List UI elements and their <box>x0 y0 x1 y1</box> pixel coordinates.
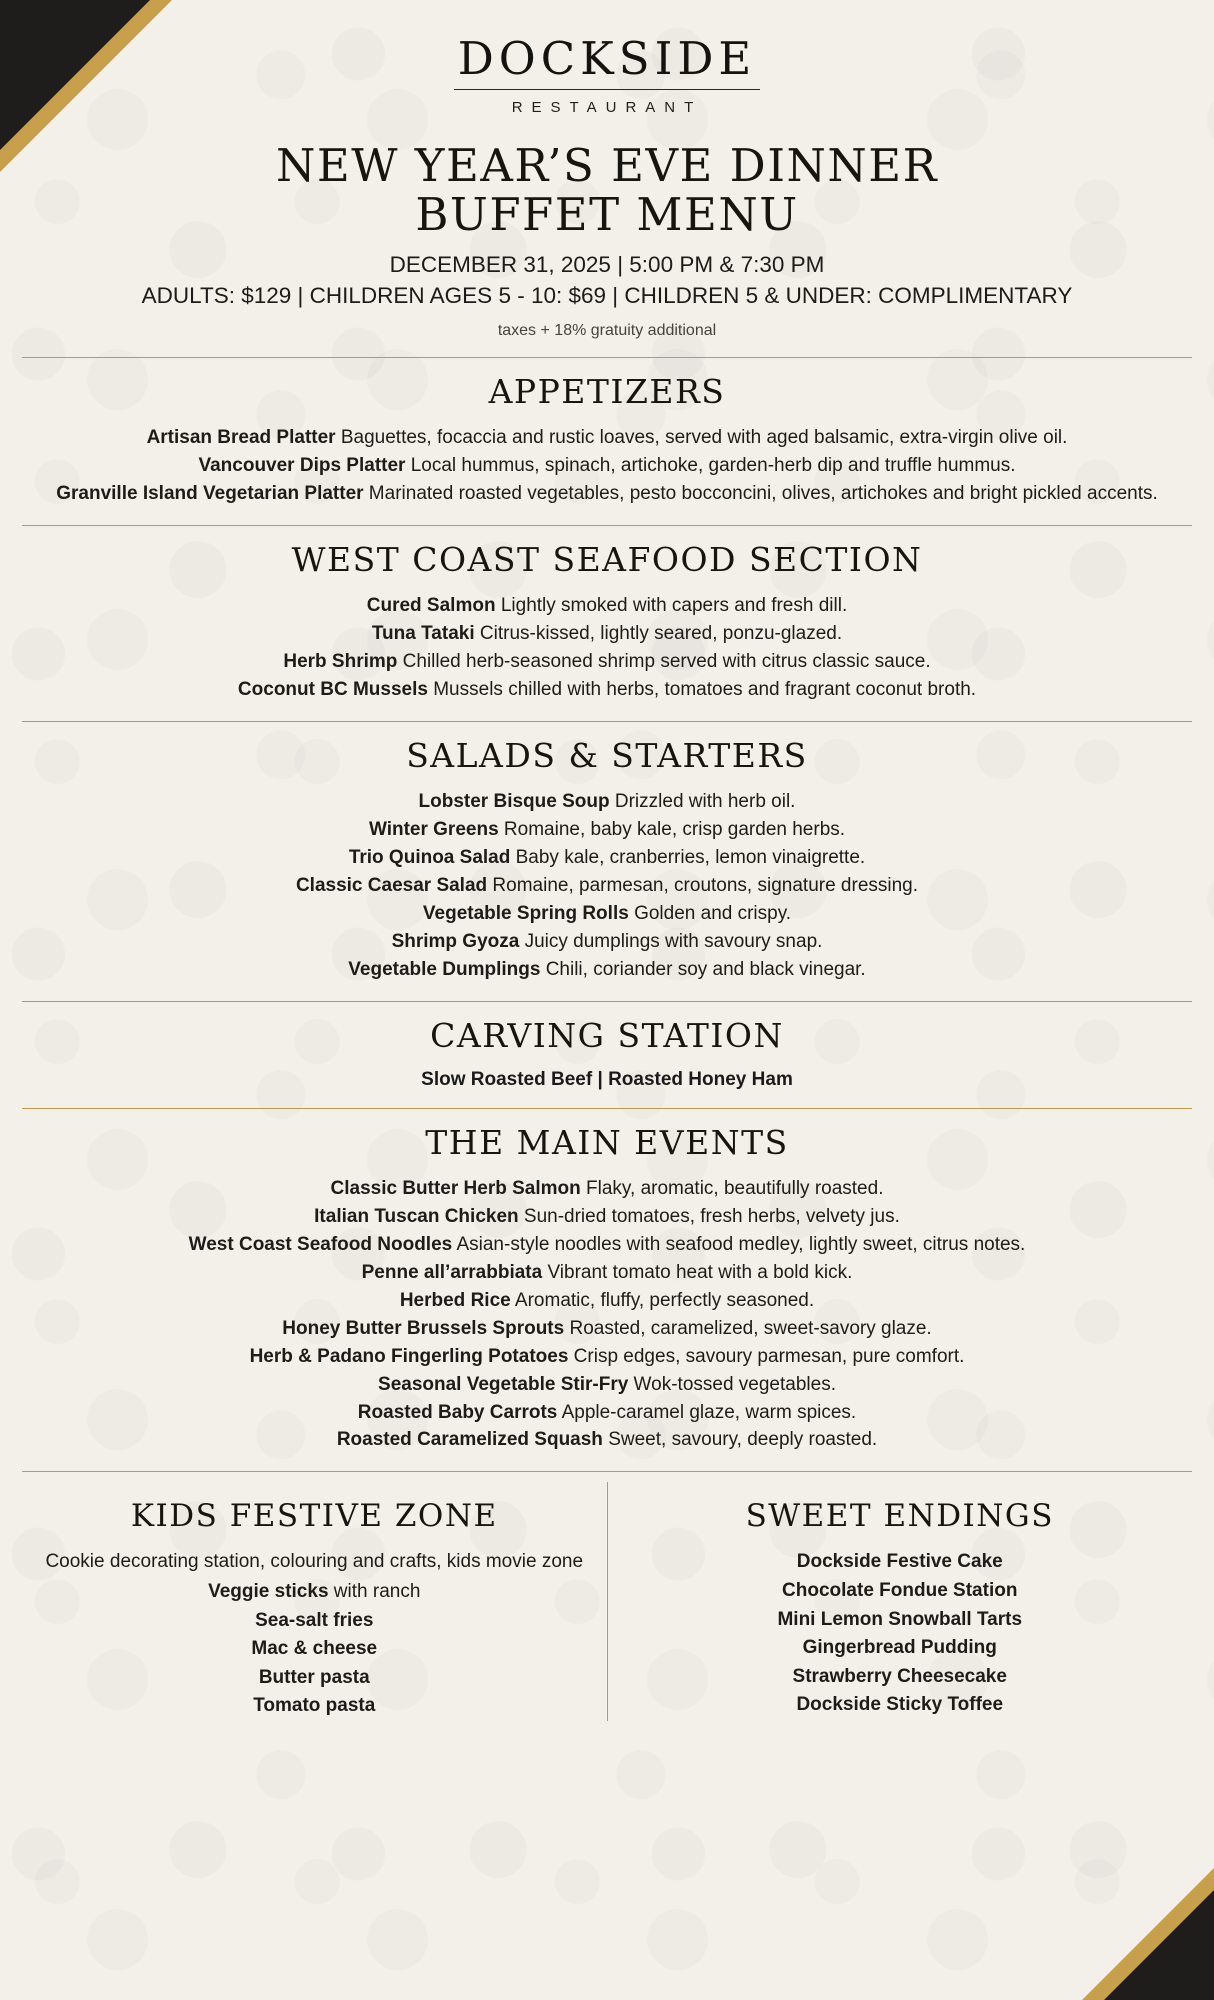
menu-item-name: Vegetable Spring Rolls <box>422 902 629 924</box>
menu-item <box>28 1288 1186 1315</box>
menu-item-description: Citrus-kissed, lightly seared, ponzu-glazed. <box>474 623 843 645</box>
menu-item-name: Italian Tuscan Chicken <box>314 1205 519 1227</box>
menu-item-name: Chocolate Fondue Station <box>782 1579 1018 1601</box>
menu-item-description: with ranch <box>328 1580 421 1602</box>
menu-item <box>626 1548 1175 1576</box>
menu-item <box>28 1176 1186 1203</box>
menu-item-name: Gingerbread Pudding <box>802 1637 997 1659</box>
menu-item-description: Mussels chilled with herbs, tomatoes and fragrant coconut broth. <box>427 679 977 700</box>
menu-item <box>28 929 1186 956</box>
kids-items <box>40 1548 589 1719</box>
menu-item-description: Baguettes, focaccia and rustic loaves, served with aged balsamic, extra-virgin olive oil. <box>335 427 1068 449</box>
menu-item <box>40 1578 589 1606</box>
restaurant-name: DOCKSIDE <box>454 36 761 90</box>
menu-item-name: Dockside Festive Cake <box>796 1551 1003 1573</box>
menu-item-name: Trio Quinoa Salad <box>348 846 511 868</box>
menu-date-times: DECEMBER 31, 2025 | 5:00 PM & 7:30 PM <box>389 252 825 278</box>
menu-section <box>22 540 1192 722</box>
restaurant-subtitle: RESTAURANT <box>511 99 703 116</box>
menu-item-description: Flaky, aromatic, beautifully roasted. <box>580 1177 884 1199</box>
menu-item-name: Sea-salt fries <box>255 1609 374 1631</box>
menu-item-description: Marinated roasted vegetables, pesto bocconcini, olives, artichokes and bright pickled accents. <box>363 483 1158 505</box>
menu-item <box>626 1663 1175 1691</box>
menu-item-name: Seasonal Vegetable Stir-Fry <box>378 1373 629 1395</box>
menu-item-description: Apple-caramel glaze, warm spices. <box>557 1401 857 1423</box>
section-title: CARVING STATION <box>430 1015 784 1055</box>
section-item-list <box>22 593 1192 704</box>
divider-rule <box>22 1108 1192 1109</box>
menu-item <box>28 593 1186 620</box>
carving-station-line: Slow Roasted Beef | Roasted Honey Ham <box>421 1068 793 1090</box>
menu-item-description: Chili, coriander soy and black vinegar. <box>540 958 866 980</box>
divider-rule <box>22 1001 1192 1002</box>
menu-item <box>28 425 1186 452</box>
menu-title-block <box>22 139 1192 340</box>
sweet-item-list <box>626 1548 1175 1718</box>
menu-item-description: Roasted, caramelized, sweet-savory glaze. <box>564 1317 932 1339</box>
menu-sections <box>22 372 1192 1472</box>
menu-item-name: Dockside Sticky Toffee <box>796 1694 1004 1716</box>
bottom-right-black-corner <box>1104 1890 1214 2000</box>
menu-item-name: Classic Caesar Salad <box>295 874 488 896</box>
menu-item-name: Tuna Tataki <box>371 623 475 645</box>
menu-item-name: Vegetable Dumplings <box>348 958 541 980</box>
divider-rule <box>22 1471 1192 1472</box>
menu-item <box>40 1607 589 1635</box>
menu-item-name: Classic Butter Herb Salmon <box>330 1177 581 1199</box>
menu-gratuity-note: taxes + 18% gratuity additional <box>497 322 717 340</box>
menu-item-name: Strawberry Cheesecake <box>792 1665 1007 1687</box>
menu-item-description: Lightly smoked with capers and fresh dill. <box>495 595 848 617</box>
menu-item <box>40 1635 589 1663</box>
menu-item <box>28 817 1186 844</box>
menu-item-description: Crisp edges, savoury parmesan, pure comfort. <box>568 1345 965 1367</box>
menu-item-name: Roasted Baby Carrots <box>357 1401 558 1423</box>
kids-section <box>22 1482 608 1720</box>
menu-item-name: Penne all’arrabbiata <box>361 1261 543 1283</box>
section-title: WEST COAST SEAFOOD SECTION <box>291 540 923 580</box>
section-title: APPETIZERS <box>488 372 726 412</box>
section-title: SALADS & STARTERS <box>406 735 808 775</box>
menu-item <box>28 845 1186 872</box>
menu-item-name: Honey Butter Brussels Sprouts <box>282 1317 565 1339</box>
menu-item <box>626 1634 1175 1662</box>
menu-item-description: Drizzled with herb oil. <box>609 790 796 812</box>
menu-item-name: Mac & cheese <box>251 1638 378 1660</box>
menu-pricing: ADULTS: $129 | CHILDREN AGES 5 - 10: $69 | CHILDREN 5 & UNDER: COMPLIMENTARY <box>141 283 1073 309</box>
section-item-list <box>22 1176 1192 1455</box>
menu-item <box>28 957 1186 984</box>
brand-header <box>22 0 1192 116</box>
menu-item <box>28 1372 1186 1399</box>
menu-item-name: Granville Island Vegetarian Platter <box>56 483 364 505</box>
menu-item <box>28 1204 1186 1231</box>
menu-item-name: Veggie sticks <box>208 1580 329 1602</box>
menu-item-name: Roasted Caramelized Squash <box>336 1429 603 1451</box>
sweet-section-title: SWEET ENDINGS <box>745 1498 1054 1535</box>
menu-item-name: Vancouver Dips Platter <box>198 455 406 477</box>
menu-item <box>28 873 1186 900</box>
menu-item <box>28 1316 1186 1343</box>
menu-item-description: Golden and crispy. <box>628 902 792 924</box>
section-title: THE MAIN EVENTS <box>425 1122 789 1162</box>
menu-title-line-1: NEW YEAR’S EVE DINNER <box>275 139 939 192</box>
menu-item-description: Romaine, parmesan, croutons, signature dressing. <box>487 874 919 896</box>
menu-item-description: Sun-dried tomatoes, fresh herbs, velvety jus. <box>518 1205 900 1227</box>
menu-item-name: Herb Shrimp <box>283 651 398 673</box>
menu-item-description: Aromatic, fluffy, perfectly seasoned. <box>510 1289 815 1311</box>
menu-item-name: Shrimp Gyoza <box>391 930 520 952</box>
menu-item <box>28 901 1186 928</box>
menu-section <box>22 736 1192 1002</box>
menu-item-description: Vibrant tomato heat with a bold kick. <box>542 1261 853 1283</box>
menu-item-name: Tomato pasta <box>253 1695 376 1717</box>
kids-item-list <box>40 1578 589 1720</box>
menu-item-name: Winter Greens <box>368 818 499 840</box>
menu-item-description: Local hummus, spinach, artichoke, garden-herb dip and truffle hummus. <box>405 455 1016 477</box>
kids-intro-text: Cookie decorating station, colouring and crafts, kids movie zone <box>45 1551 584 1573</box>
menu-section <box>22 1016 1192 1109</box>
menu-item <box>40 1664 589 1692</box>
sweet-section <box>608 1482 1193 1720</box>
section-item-list <box>22 425 1192 508</box>
menu-item-name: Herbed Rice <box>399 1289 511 1311</box>
menu-item-description: Sweet, savoury, deeply roasted. <box>602 1429 878 1451</box>
menu-item <box>28 1344 1186 1371</box>
section-item-list <box>22 789 1192 984</box>
bottom-columns <box>22 1482 1192 1720</box>
menu-item-name: Herb & Padano Fingerling Potatoes <box>249 1345 569 1367</box>
menu-item-name: Artisan Bread Platter <box>146 427 336 449</box>
menu-item <box>28 789 1186 816</box>
menu-item <box>28 453 1186 480</box>
menu-item <box>28 649 1186 676</box>
menu-item <box>28 1400 1186 1427</box>
menu-item-description: Wok-tossed vegetables. <box>628 1373 836 1395</box>
menu-item <box>28 677 1186 704</box>
menu-item-description: Asian-style noodles with seafood medley, lightly sweet, citrus notes. <box>452 1233 1026 1255</box>
menu-item <box>28 1427 1186 1454</box>
menu-item <box>28 1232 1186 1259</box>
menu-item-name: Mini Lemon Snowball Tarts <box>777 1608 1023 1630</box>
menu-item-name: Cured Salmon <box>366 595 496 617</box>
menu-item <box>626 1606 1175 1634</box>
menu-item <box>28 481 1186 508</box>
menu-item-description: Baby kale, cranberries, lemon vinaigrette. <box>510 846 866 868</box>
menu-item-description: Romaine, baby kale, crisp garden herbs. <box>498 818 846 840</box>
divider-rule <box>22 525 1192 526</box>
menu-item-name: Lobster Bisque Soup <box>418 790 610 812</box>
menu-item <box>626 1691 1175 1719</box>
menu-section <box>22 372 1192 526</box>
menu-item-name: West Coast Seafood Noodles <box>188 1233 453 1255</box>
kids-section-title: KIDS FESTIVE ZONE <box>130 1498 498 1535</box>
divider-rule <box>22 721 1192 722</box>
menu-item <box>40 1692 589 1720</box>
menu-item-description: Juicy dumplings with savoury snap. <box>519 930 823 952</box>
menu-item <box>28 621 1186 648</box>
menu-item <box>626 1577 1175 1605</box>
menu-title-line-2: BUFFET MENU <box>415 187 799 241</box>
menu-section <box>22 1123 1192 1473</box>
menu-item-name: Coconut BC Mussels <box>237 679 428 700</box>
divider-rule <box>22 357 1192 358</box>
menu-item-description: Chilled herb-seasoned shrimp served with citrus classic sauce. <box>397 651 931 673</box>
menu-item <box>28 1260 1186 1287</box>
sweet-items <box>626 1548 1175 1718</box>
menu-item-name: Butter pasta <box>258 1666 370 1688</box>
